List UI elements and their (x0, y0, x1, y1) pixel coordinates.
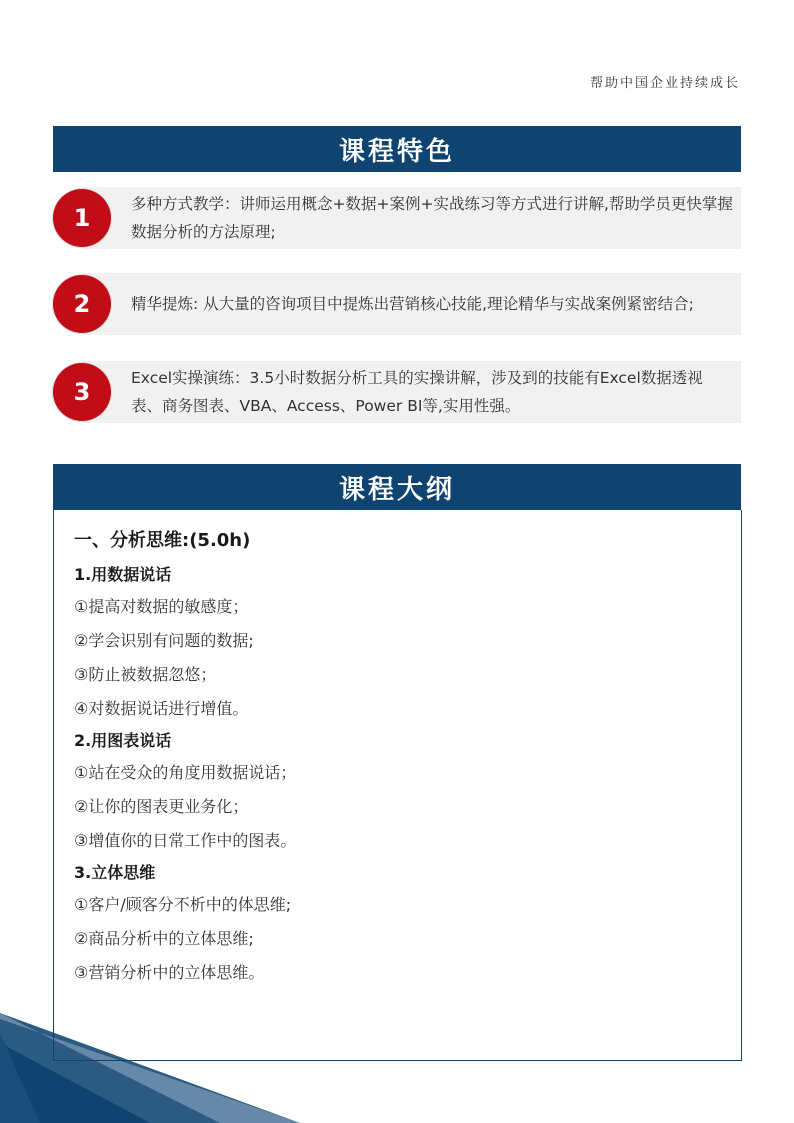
tagline: 帮助中国企业持续成长 (589, 76, 740, 91)
outline-item: ③防止被数据忽悠； (74, 665, 217, 684)
feature-item-2 (53, 273, 741, 335)
outline-item: ①客户/顾客分不析中的体思维; (74, 895, 292, 914)
outline-item: ①提高对数据的敏感度； (74, 597, 249, 616)
outline-heading: 一、分析思维:(5.0h) (74, 530, 251, 551)
outline-title-bar (53, 464, 741, 510)
feature-item-1 (53, 187, 741, 249)
outline-item: ①站在受众的角度用数据说话； (74, 763, 297, 782)
outline-section-title: 1.用数据说话 (74, 565, 172, 584)
outline-item: ③增值你的日常工作中的图表。 (74, 831, 297, 850)
feature-number-badge: 2 (53, 275, 111, 333)
outline-item: ③营销分析中的立体思维。 (74, 963, 265, 982)
outline-section-title: 3.立体思维 (74, 863, 156, 882)
outline-section-title: 2.用图表说话 (74, 731, 172, 750)
outline-item: ②让你的图表更业务化； (74, 797, 249, 816)
features-title: 课程特色 (338, 136, 455, 167)
features-title-bar (53, 126, 741, 172)
outline-title: 课程大纲 (338, 474, 455, 505)
feature-item-3 (53, 361, 741, 423)
feature-text: 多种方式教学：讲师运用概念+数据+案例+实战练习等方式进行讲解,帮助学员更快掌握数据分析的方法原理; (131, 195, 733, 241)
feature-number-badge: 3 (53, 363, 111, 421)
feature-number-badge: 1 (53, 189, 111, 247)
outline-item: ④对数据说话进行增值。 (74, 699, 249, 718)
feature-text: 精华提炼: 从大量的咨询项目中提炼出营销核心技能,理论精华与实战案例紧密结合; (131, 295, 694, 313)
outline-item: ②商品分析中的立体思维; (74, 929, 254, 948)
outline-item: ②学会识别有问题的数据; (74, 631, 254, 650)
outline-content (74, 526, 714, 990)
feature-text: Excel实操演练：3.5小时数据分析工具的实操讲解，涉及到的技能有Excel数据透视表、商务图表、VBA、Access、Power BI等,实用性强。 (131, 369, 703, 415)
